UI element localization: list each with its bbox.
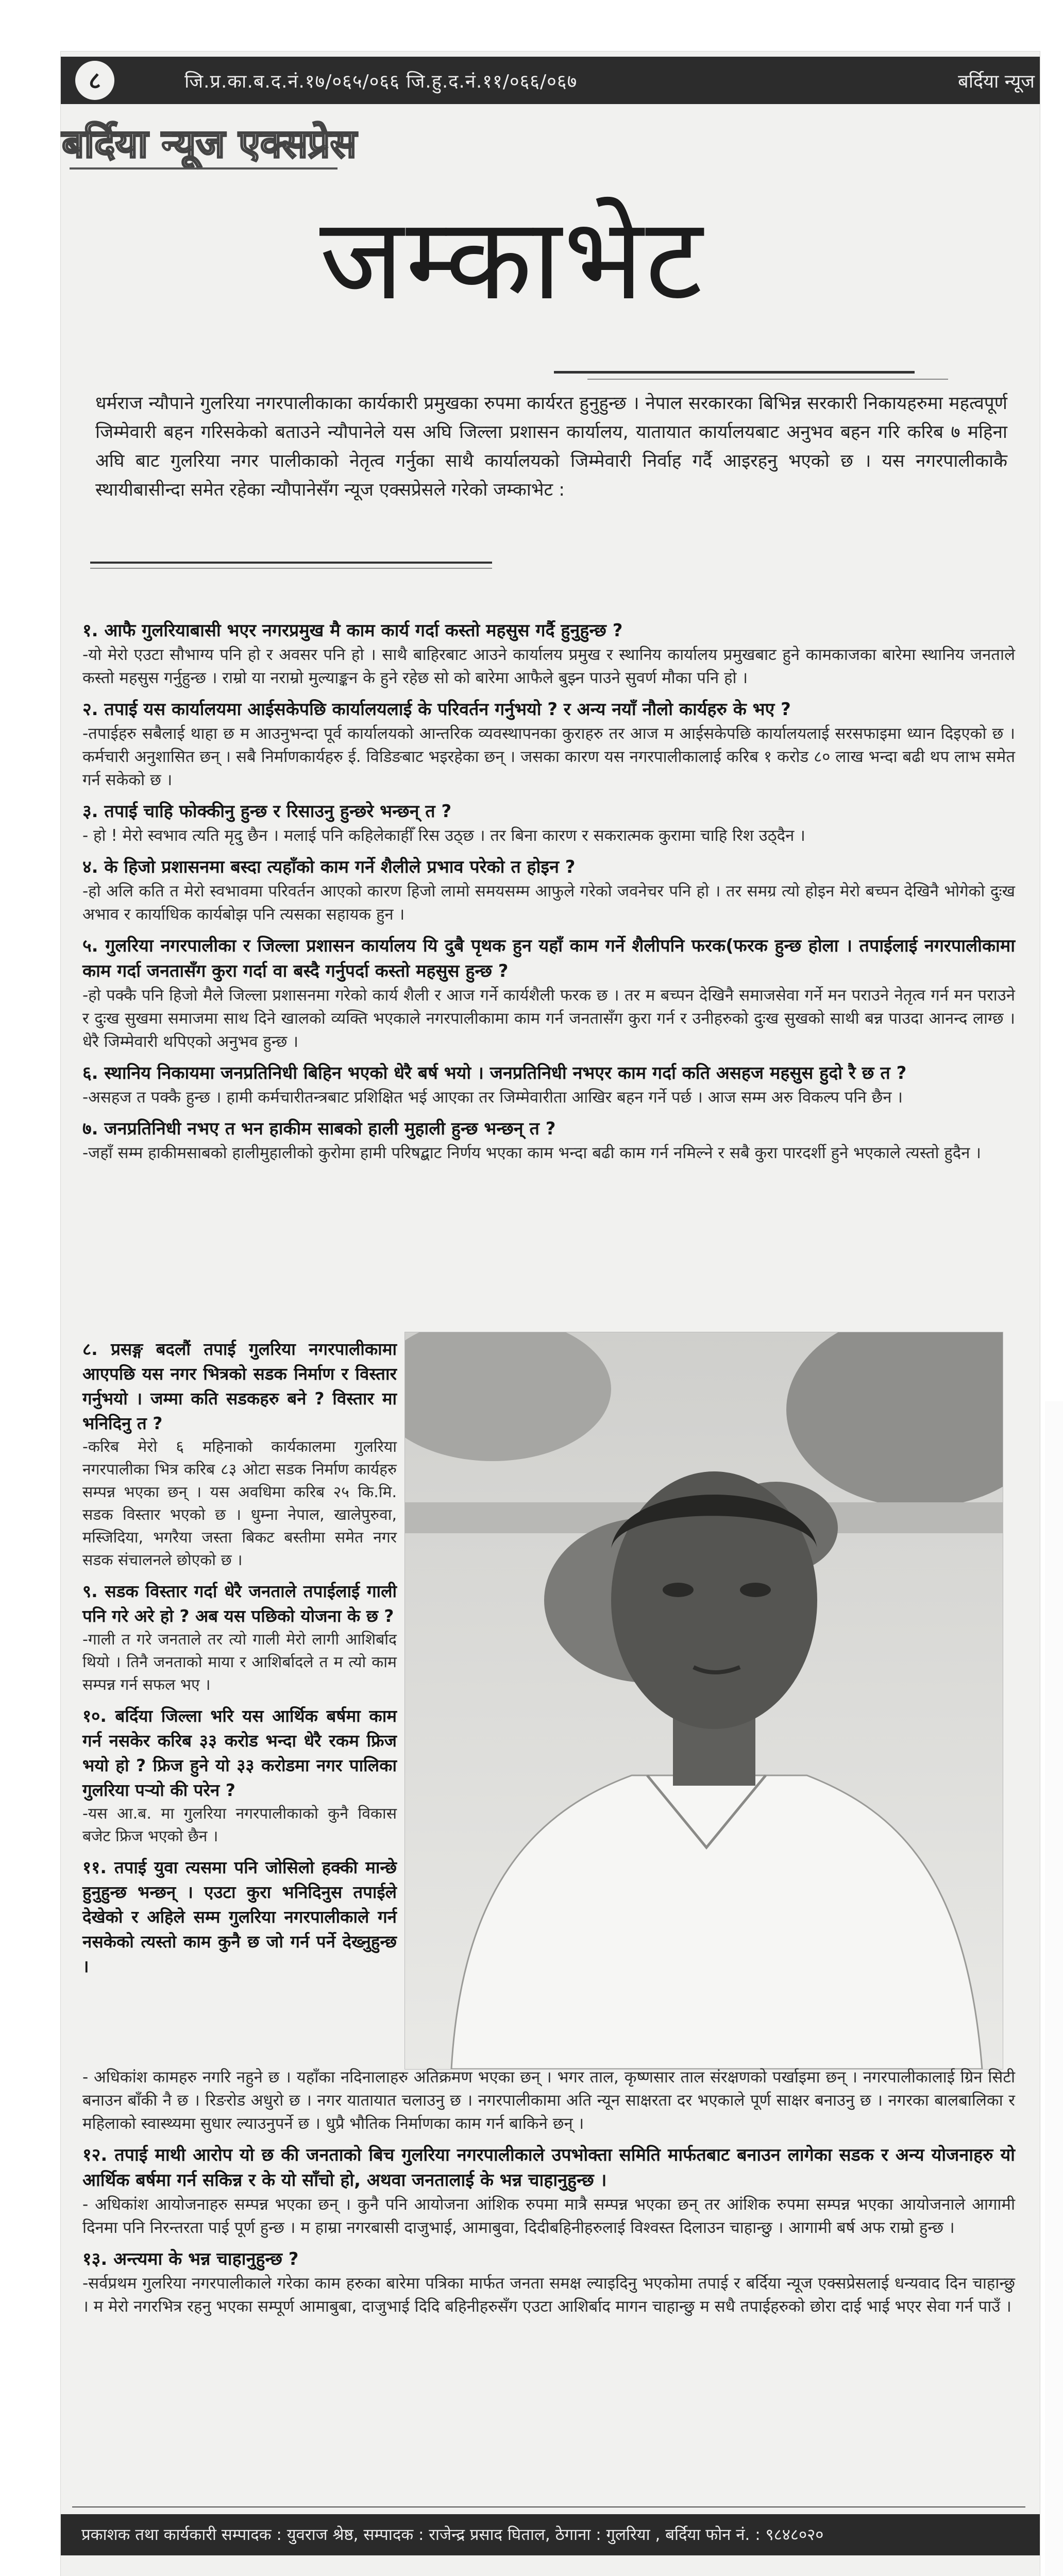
answer-7: -जहाँ सम्म हाकीमसाबको हालीमुहालीको कुरोमा हामी परिषद्बाट निर्णय भएका काम भन्दा बढी काम गर्न नमिल्ने र सबै कुरा पारदर्शी हुने भएकाले त्यस्तो हुदैन । [82,1144,982,1162]
title-rule [554,371,915,374]
question-3: ३. तपाई चाहि फोक्कीनु हुन्छ र रिसाउनु हुन्छरे भन्छन् त ? [82,801,452,822]
answer-11: - अधिकांश कामहरु नगरि नहुने छ । यहाँका नदिनालाहरु अतिक्रमण भएका छन् । भगर ताल, कृष्णसार ताल संरक्षणको पर्खाइमा छन् । नगरपालीकालाई ग्रिन सिटी बनाउन बाँकी नै छ । रिङरोड अधुरो छ । नगर यातायात चलाउनु छ । नगरपालीकामा अति न्यून साक्षरता दर भएकाले पूर्ण साक्षर बनाउनु छ । नगरका बालबालिका र महिलाको स्वास्थ्यमा सुधार ल्याउनुपर्ने छ । धुप्रै भौतिक निर्माणका काम गर्न बाकिने छन् । [82,2068,1015,2133]
question-5: ५. गुलरिया नगरपालीका र जिल्ला प्रशासन कार्यालय यि दुबै पृथक हुन यहाँ काम गर्ने शैलीपनि फरक(फरक हुन्छ होला । तपाईलाई नगरपालीकामा काम गर्दा जनतासँग कुरा गर्दा वा बस्दै गर्नुपर्दा कस्तो महसुस हुन्छ ? [82,936,1015,981]
section-divider-thin [90,568,492,569]
question-2: २. तपाई यस कार्यालयमा आईसकेपछि कार्यालयलाई के परिवर्तन गर्नुभयो ? र अन्य नयाँ नौलो कार्यहरु के भए ? [82,699,791,720]
interview-photo [404,1332,1003,2070]
masthead-right: बर्दिया न्यूज [958,71,1035,92]
answer-12: - अधिकांश आयोजनाहरु सम्पन्न भएका छन् । कुनै पनि आयोजना आंशिक रुपमा मात्रै सम्पन्न भएका छन् तर आंशिक रुपमा सम्पन्न भएका आयोजनाले आगामी दिनमा पनि निरन्तरता पाई पूर्ण हुन्छ । म हाम्रा नगरबासी दाजुभाई, आमाबुवा, दिदीबहिनीहरुलाई विश्वस्त दिलाउन चाहान्छु । आगामी बर्ष अफ राम्रो हुन्छ । [82,2195,1015,2237]
answer-1: -यो मेरो एउटा सौभाग्य पनि हो र अवसर पनि हो । साथै बाहिरबाट आउने कार्यालय प्रमुख र स्थानिय कार्यालय प्रमुखबाट हुने कामकाजका बारेमा स्थानिय जनताले कस्तो महसुस गर्नुहुन्छ । राम्रो या नराम्रो मुल्याङ्कन के हुने रहेछ सो को बारेमा आफैले बुझ्न पाउने सुवर्ण मौका पनि हो । [82,646,1015,687]
qa-top-section [82,618,1015,1172]
top-header-bar [61,57,1040,104]
question-7: ७. जनप्रतिनिधी नभए त भन हाकीम साबको हाली मुहाली हुन्छ भन्छन् त ? [82,1118,556,1139]
question-12: १२. तपाई माथी आरोप यो छ की जनताको बिच गुलरिया नगरपालीकाले उपभोक्ता समिति मार्फतबाट बनाउन लागेका सडक र अन्य योजनाहरु यो आर्थिक बर्षमा गर्न सकिन्न र के यो साँचो हो, अथवा जनतालाई के भन्न चाहानुहुन्छ । [82,2145,1015,2191]
question-8: ८. प्रसङ्ग बदलौं तपाई गुलरिया नगरपालीकामा आएपछि यस नगर भित्रको सडक निर्माण र विस्तार गर्नुभयो । जम्मा कति सडकहरु बने ? विस्तार मा भनिदिनु त ? [82,1339,397,1433]
qa-bottom-section [82,2066,1015,2326]
answer-8: -करिब मेरो ६ महिनाको कार्यकालमा गुलरिया नगरपालीका भित्र करिब ८३ ओटा सडक निर्माण कार्यहरु सम्पन्न भएका छन् । यस अवधिमा करिब २५ कि.मि. सडक विस्तार भएको छ । धुम्ना नेपाल, खालेपुरुवा, मस्जिदिया, भगरैया जस्ता बिकट बस्तीमा समेत नगर सडक संचालनले छोएको छ । [82,1438,397,1569]
footer-publisher-bar: प्रकाशक तथा कार्यकारी सम्पादक : युवराज श्रेष्ठ, सम्पादक : राजेन्द्र प्रसाद घिताल, ठेगाना : गुलरिया , बर्दिया फोन नं. : ९८४८०२० [61,2514,1040,2555]
person-photo-image [405,1332,1003,2069]
registration-number: जि.प्र.का.ब.द.नं.१७/०६५/०६६ जि.हु.द.नं.११/०६६/०६७ [184,71,578,92]
question-10: १०. बर्दिया जिल्ला भरि यस आर्थिक बर्षमा काम गर्न नसकेर करिब ३३ करोड भन्दा धेरै रकम फ्रिज भयो हो ? फ्रिज हुने यो ३३ करोडमा नगर पालिका गुलरिया पऱ्यो की परेन ? [82,1706,397,1800]
answer-5: -हो पक्कै पनि हिजो मैले जिल्ला प्रशासनमा गरेको कार्य शैली र आज गर्ने कार्यशैली फरक छ । तर म बच्पन देखिनै समाजसेवा गर्ने मन पराउने नेतृत्व गर्न मन पराउने र दुःख सुखमा समाजमा साथ दिने खालको व्यक्ति भएकाले नगरपालीकामा काम गर्न जनतासँग कुरा गर्न र उनीहरुको दुःख सुखको साथी बन्न पाउदा आनन्द लाग्छ । धेरै जिम्मेवारी थपिएको अनुभव हुन्छ । [82,986,1015,1051]
section-divider [90,562,492,564]
footer-rule [72,2506,1025,2507]
question-9: ९. सडक विस्तार गर्दा धेरै जनताले तपाईलाई गाली पनि गरे अरे हो ? अब यस पछिको योजना के छ ? [82,1581,397,1626]
question-13: १३. अन्त्यमा के भन्न चाहानुहुन्छ ? [82,2249,299,2269]
qa-left-column [82,1337,397,1979]
brand-underline [70,167,338,170]
page-edge [1045,1401,1063,2576]
answer-6: -असहज त पक्कै हुन्छ । हामी कर्मचारीतन्त्रबाट प्रशिक्षित भई आएका तर जिम्मेवारीता आखिर बहन गर्ने पर्छ । आज सम्म अरु विकल्प पनि छैन । [82,1088,903,1107]
answer-3: - हो ! मेरो स्वभाव त्यति मृदु छैन । मलाई पनि कहिलेकाहीँ रिस उठ्छ । तर बिना कारण र सकरात्मक कुरामा चाहि रिश उठ्दैन । [82,826,805,845]
page-number: ८ [75,61,114,100]
answer-9: -गाली त गरे जनताले तर त्यो गाली मेरो लागी आशिर्बाद थियो । तिनै जनताको माया र आशिर्बादले त म त्यो काम सम्पन्न गर्न सफल भए । [82,1631,397,1694]
intro-paragraph: धर्मराज न्यौपाने गुलरिया नगरपालीकाका कार्यकारी प्रमुखका रुपमा कार्यरत हुनुहुन्छ । नेपाल सरकारका बिभिन्न सरकारी निकायहरुमा महत्वपूर्ण जिम्मेवारी बहन गरिसकेको बताउने न्यौपानेले यस अघि जिल्ला प्रशासन कार्यालय, यातायात कार्यालयबाट अनुभव बहन गरि करिब ७ महिना अघि बाट गुलरिया नगर पालीकाको नेतृत्व गर्नुका साथै कार्यालयको जिम्मेवारी निर्वाह गर्दै आइरहनु भएको छ । यस नगरपालीकाकै स्थायीबासीन्दा समेत रहेका न्यौपानेसँग न्यूज एक्सप्रेसले गरेको जम्काभेट : [95,393,1007,500]
answer-10: -यस आ.ब. मा गुलरिया नगरपालीकाको कुनै विकास बजेट फ्रिज भएको छैन । [82,1805,397,1845]
question-1: १. आफै गुलरियाबासी भएर नगरप्रमुख मै काम कार्य गर्दा कस्तो महसुस गर्दै हुनुहुन्छ ? [82,620,623,641]
answer-2: -तपाईहरु सबैलाई थाहा छ म आउनुभन्दा पूर्व कार्यालयको आन्तरिक व्यवस्थापनका कुराहरु तर आज म आईसकेपछि कार्यालयलाई सरसफाइमा ध्यान दिइएको छ । कर्मचारी अनुशासित छन् । सबै निर्माणकार्यहरु ई. विडिङबाट भइरहेका छन् । जसका कारण यस नगरपालीकालाई करिब १ करोड ८० लाख भन्दा बढी थप लाभ समेत गर्न सकेको छ । [82,724,1015,789]
title-rule-thin [587,379,948,380]
brand-logo: बर्दिया न्यूज एक्सप्रेस [62,121,357,166]
page-title: जम्काभेट [319,193,705,325]
question-6: ६. स्थानिय निकायमा जनप्रतिनिधी बिहिन भएको धेरै बर्ष भयो । जनप्रतिनिधी नभएर काम गर्दा कति असहज महसुस हुदो रै छ त ? [82,1063,907,1083]
answer-4: -हो अलि कति त मेरो स्वभावमा परिवर्तन आएको कारण हिजो लामो समयसम्म आफुले गरेको जवनेचर पनि हो । तर समग्र त्यो होइन मेरो बच्पन देखिनै भोगेको दुःख अभाव र कार्याधिक कार्यबोझ पनि त्यसका सहायक हुन । [82,882,1015,924]
answer-13: -सर्वप्रथम गुलरिया नगरपालीकाले गरेका काम हरुका बारेमा पत्रिका मार्फत जनता समक्ष ल्याइदिनु भएकोमा तपाई र बर्दिया न्यूज एक्सप्रेसलाई धन्यवाद दिन चाहान्छु । म मेरो नगरभित्र रहनु भएका सम्पूर्ण आमाबुबा, दाजुभाई दिदि बहिनीहरुसँग एउटा आशिर्बाद मागन चाहान्छु म सधै तपाईहरुको छोरा दाई भाई भएर सेवा गर्न पाउँ । [82,2274,1015,2316]
question-4: ४. के हिजो प्रशासनमा बस्दा त्यहाँको काम गर्ने शैलीले प्रभाव परेको त होइन ? [82,857,576,877]
question-11: ११. तपाई युवा त्यसमा पनि जोसिलो हक्की मान्छे हुनुहुन्छ भन्छन् । एउटा कुरा भनिदिनुस तपाईले देखेको र अहिले सम्म गुलरिया नगरपालीकाले गर्न नसकेको त्यस्तो काम कुनै छ जो गर्न पर्ने देख्नुहुन्छ । [82,1857,397,1976]
